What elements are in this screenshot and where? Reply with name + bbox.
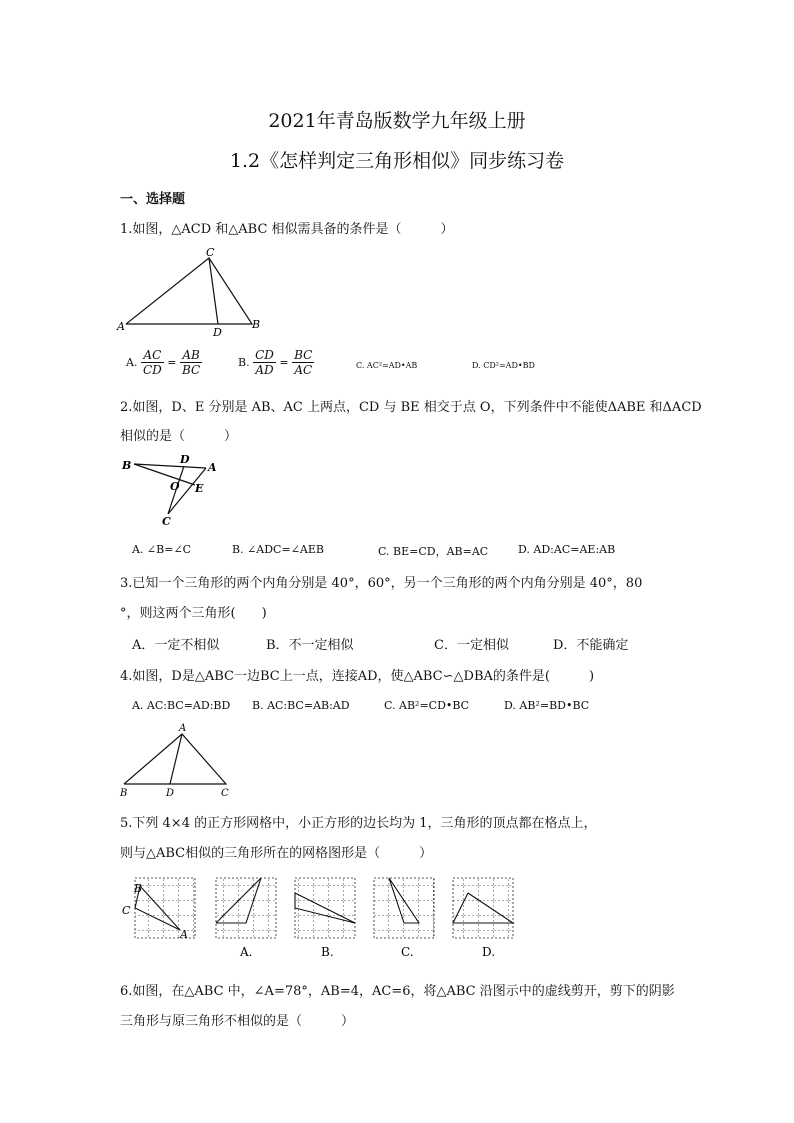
q1-option-d[interactable]: D. CD²=AD•BD	[472, 361, 535, 370]
equals-sign: =	[167, 356, 177, 369]
q3-option-b[interactable]: B．不一定相似	[266, 638, 354, 653]
frac-den: AD	[255, 363, 274, 377]
q5-grid-b-label: B.	[321, 945, 334, 959]
q2-option-d[interactable]: D. AD:AC=AE:AB	[518, 543, 616, 556]
q5-label-a: A	[180, 928, 188, 941]
q1-option-a[interactable]	[126, 348, 202, 377]
q1-label-a: A	[117, 320, 125, 333]
q2-option-b[interactable]: B. ∠ADC=∠AEB	[232, 543, 324, 556]
frac-num: AB	[180, 348, 202, 363]
q5-original-grid	[122, 878, 195, 941]
q2-label-c: C	[162, 515, 171, 528]
q3-option-c[interactable]: C．一定相似	[434, 638, 509, 653]
q1-option-b-label: B.	[238, 356, 250, 369]
q4-label-c: C	[221, 788, 229, 798]
q5-grid-a-label: A.	[240, 945, 253, 959]
q2-label-d: D	[180, 453, 190, 466]
q2-option-c[interactable]: C. BE=CD，AB=AC	[378, 545, 489, 558]
frac-num: CD	[255, 348, 274, 362]
q5-grid-a[interactable]	[216, 878, 276, 959]
q1-option-b-frac2	[292, 348, 314, 377]
q1-option-c[interactable]: C. AC²=AD•AB	[356, 361, 418, 370]
q5-grid-d-label: D.	[482, 945, 496, 959]
q4-option-a[interactable]: A. AC:BC=AD:BD	[132, 699, 231, 712]
page-title: 2021年青岛版数学九年级上册	[268, 110, 526, 132]
frac-den: BC	[181, 363, 201, 377]
q5-label-c: C	[122, 904, 131, 917]
q1-option-b[interactable]	[238, 348, 314, 377]
question-2-stem-line1: 2.如图，D、E 分别是 AB、AC 上两点，CD 与 BE 相交于点 O，下列条件中不能使ΔABE 和ΔACD	[120, 400, 702, 415]
question-4-stem: 4.如图，D是△ABC一边BC上一点，连接AD，使△ABC∽△DBA的条件是( )	[120, 669, 595, 684]
question-5-stem-line2: 则与△ABC相似的三角形所在的网格图形是（ ）	[120, 846, 433, 861]
q1-option-a-frac2	[180, 348, 202, 377]
q4-option-b[interactable]: B. AC:BC=AB:AD	[252, 699, 350, 712]
q1-label-c: C	[206, 246, 215, 259]
question-2-stem-line2: 相似的是（ ）	[120, 429, 238, 444]
question-5-stem-line1: 5.下列 4×4 的正方形网格中，小正方形的边长均为 1，三角形的顶点都在格点上，	[120, 816, 597, 831]
q3-option-d[interactable]: D．不能确定	[553, 638, 629, 653]
q5-label-b: B	[134, 882, 143, 895]
question-3-stem-line2: °，则这两个三角形( )	[120, 606, 267, 621]
frac-num: AC	[141, 348, 164, 363]
q4-label-d: D	[166, 788, 175, 798]
q4-option-c[interactable]: C. AB²=CD•BC	[384, 699, 470, 712]
question-1-stem: 1.如图，△ACD 和△ABC 相似需具备的条件是（ ）	[120, 222, 454, 237]
frac-den: AC	[294, 363, 313, 377]
q5-grid-b[interactable]	[295, 878, 355, 959]
q5-grid-c[interactable]	[374, 878, 434, 959]
q1-figure	[112, 246, 272, 338]
q5-grid-d[interactable]	[453, 878, 513, 959]
q1-option-a-frac1	[141, 348, 164, 377]
equals-sign: =	[279, 356, 289, 369]
q1-option-b-frac1	[253, 348, 276, 377]
frac-den: CD	[142, 363, 162, 377]
q1-label-d: D	[213, 326, 222, 338]
q1-option-a-label: A.	[126, 356, 138, 369]
question-6-stem-line2: 三角形与原三角形不相似的是（ ）	[120, 1014, 355, 1029]
q5-grid-c-label: C.	[401, 945, 414, 959]
q2-label-b: B	[122, 459, 132, 472]
q1-label-b: B	[252, 318, 261, 331]
page-subtitle: 1.2《怎样判定三角形相似》同步练习卷	[229, 150, 565, 172]
q2-label-o: O	[170, 480, 180, 493]
question-6-stem-line1: 6.如图，在△ABC 中，∠A=78°，AB=4，AC=6，将△ABC 沿图示中的虚线剪开，剪下的阴影	[120, 984, 675, 999]
q4-figure	[114, 722, 238, 798]
q3-option-a[interactable]: A．一定不相似	[132, 638, 220, 653]
q4-label-b: B	[120, 788, 128, 798]
q4-label-a: A	[179, 723, 187, 734]
q2-label-a: A	[208, 461, 217, 474]
section-heading: 一、选择题	[120, 192, 186, 207]
q2-figure	[118, 452, 228, 530]
q5-grids	[118, 870, 538, 962]
frac-num: BC	[294, 348, 313, 362]
question-3-stem-line1: 3.已知一个三角形的两个内角分别是 40°，60°，另一个三角形的两个内角分别是 40°，80	[120, 576, 643, 591]
q4-option-d[interactable]: D. AB²=BD•BC	[504, 699, 590, 712]
q2-option-a[interactable]: A. ∠B=∠C	[132, 543, 192, 556]
q2-label-e: E	[195, 482, 204, 495]
